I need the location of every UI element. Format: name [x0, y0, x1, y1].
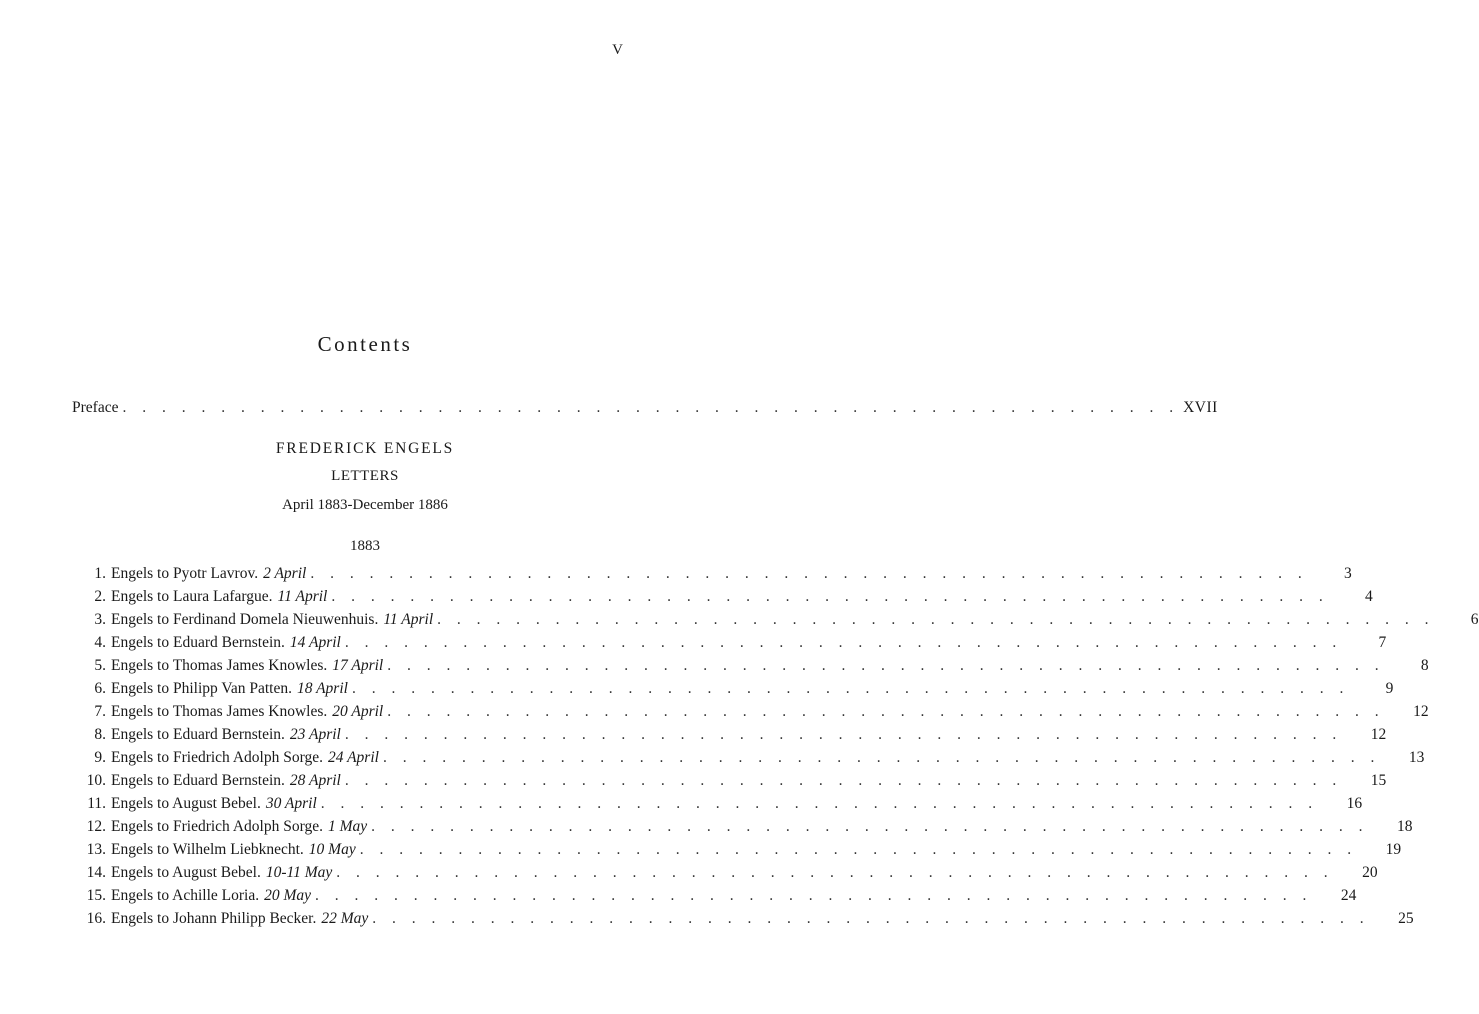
letter-entry[interactable] [70, 841, 1402, 864]
entry-date: 2 April [263, 565, 307, 582]
entry-date: 10 May [308, 841, 356, 858]
letter-entry[interactable] [70, 657, 1429, 680]
entry-date: 24 April [327, 749, 379, 766]
entry-page: 7 [1378, 634, 1387, 651]
entry-date: 17 April [332, 657, 384, 674]
entry-page: 8 [1420, 657, 1429, 674]
entry-date: 1 May [327, 818, 368, 835]
entry-title: Engels to Eduard Bernstein. [111, 726, 285, 743]
entry-date: 18 April [296, 680, 348, 697]
dot-leader: . . . . . . . . . . . . . . . . . . . . . . . . . . . . . . . . . . . . . . . . . . . . . . . . . . . [372, 910, 1370, 927]
entry-number: 1. [94, 565, 106, 582]
entry-title: Engels to August Bebel. [111, 795, 261, 812]
entry-page: 25 [1398, 910, 1414, 927]
entry-page: 12 [1413, 703, 1429, 720]
preface-entry[interactable] [72, 399, 1218, 417]
dot-leader: . . . . . . . . . . . . . . . . . . . . . . . . . . . . . . . . . . . . . . . . . . . . . . . . . . . [315, 887, 1313, 904]
entry-title: Engels to Ferdinand Domela Nieuwenhuis. [111, 611, 379, 628]
preface-label: Preface [72, 399, 119, 416]
dot-leader: . . . . . . . . . . . . . . . . . . . . . . . . . . . . . . . . . . . . . . . . . . . . . . . . . . . [344, 634, 1343, 651]
letter-entry[interactable] [70, 703, 1429, 726]
entry-title: Engels to Thomas James Knowles. [111, 703, 328, 720]
entry-number: 10. [86, 772, 106, 789]
entry-date: 11 April [277, 588, 328, 605]
entry-number: 13. [86, 841, 106, 858]
entry-number: 6. [94, 680, 106, 697]
entry-page: 18 [1397, 818, 1413, 835]
entry-title: Engels to Thomas James Knowles. [111, 657, 328, 674]
section-title: LETTERS [331, 468, 399, 484]
date-range: April 1883-December 1886 [282, 497, 448, 513]
entry-title: Engels to Wilhelm Liebknecht. [111, 841, 304, 858]
preface-page: XVII [1183, 399, 1218, 416]
year-heading: 1883 [350, 538, 380, 554]
dot-leader: . . . . . . . . . . . . . . . . . . . . . . . . . . . . . . . . . . . . . . . . . . . . . . . . . . . [344, 772, 1343, 789]
letter-entry[interactable] [70, 588, 1373, 611]
contents-title: Contents [317, 332, 413, 356]
dot-leader: . . . . . . . . . . . . . . . . . . . . . . . . . . . . . . . . . . . . . . . . . . . . . . . . . . . [387, 703, 1385, 720]
entry-number: 7. [94, 703, 106, 720]
dot-leader: . . . . . . . . . . . . . . . . . . . . . . . . . . . . . . . . . . . . . . . . . . . . . . . . . . . [359, 841, 1358, 858]
letter-entry[interactable] [70, 726, 1387, 749]
entry-number: 3. [94, 611, 106, 628]
entry-page: 20 [1362, 864, 1378, 881]
entry-date: 11 April [383, 611, 434, 628]
dot-leader: . . . . . . . . . . . . . . . . . . . . . . . . . . . . . . . . . . . . . . . . . . . . . . . . . . . [371, 818, 1369, 835]
entry-page: 3 [1343, 565, 1352, 582]
entry-number: 12. [86, 818, 106, 835]
entry-date: 20 May [264, 887, 311, 904]
entry-date: 14 April [289, 634, 341, 651]
entry-number: 11. [87, 795, 106, 812]
dot-leader: . . . . . . . . . . . . . . . . . . . . . . . . . . . . . . . . . . . . . . . . . . . . . . . . . . . [331, 588, 1329, 605]
letter-entry[interactable] [70, 795, 1363, 818]
author-heading: FREDERICK ENGELS [275, 440, 455, 457]
dot-leader: . . . . . . . . . . . . . . . . . . . . . . . . . . . . . . . . . . . . . . . . . . . . . . . . . . . [320, 795, 1319, 812]
entry-page: 12 [1370, 726, 1387, 743]
dot-leader: . . . . . . . . . . . . . . . . . . . . . . . . . . . . . . . . . . . . . . . . . . . . . . . . . . . . . . [122, 399, 1180, 416]
entry-page: 4 [1364, 588, 1373, 605]
entry-date: 20 April [332, 703, 384, 720]
entry-title: Engels to Friedrich Adolph Sorge. [111, 818, 323, 835]
entry-page: 9 [1385, 680, 1394, 697]
entry-page: 13 [1408, 749, 1425, 766]
dot-leader: . . . . . . . . . . . . . . . . . . . . . . . . . . . . . . . . . . . . . . . . . . . . . . . . . . . [336, 864, 1334, 881]
letter-entry[interactable] [70, 864, 1378, 887]
dot-leader: . . . . . . . . . . . . . . . . . . . . . . . . . . . . . . . . . . . . . . . . . . . . . . . . . . . [351, 680, 1350, 697]
dot-leader: . . . . . . . . . . . . . . . . . . . . . . . . . . . . . . . . . . . . . . . . . . . . . . . . . . . [387, 657, 1385, 674]
letter-entry[interactable] [70, 772, 1387, 795]
page-number: V [612, 42, 624, 58]
entry-title: Engels to Friedrich Adolph Sorge. [111, 749, 323, 766]
entry-title: Engels to Philipp Van Patten. [111, 680, 292, 697]
entry-title: Engels to Pyotr Lavrov. [111, 565, 259, 582]
entry-title: Engels to August Bebel. [111, 864, 261, 881]
entry-number: 16. [86, 910, 106, 927]
letter-entry[interactable] [70, 680, 1394, 703]
entry-title: Engels to Johann Philipp Becker. [111, 910, 317, 927]
entry-date: 30 April [265, 795, 317, 812]
entry-page: 24 [1340, 887, 1357, 904]
letters-list [70, 565, 1479, 933]
entry-date: 22 May [321, 910, 369, 927]
entry-title: Engels to Achille Loria. [111, 887, 260, 904]
entry-number: 4. [94, 634, 106, 651]
dot-leader: . . . . . . . . . . . . . . . . . . . . . . . . . . . . . . . . . . . . . . . . . . . . . . . . . . . [310, 565, 1308, 582]
entry-number: 9. [94, 749, 106, 766]
entry-title: Engels to Eduard Bernstein. [111, 634, 285, 651]
entry-title: Engels to Eduard Bernstein. [111, 772, 285, 789]
dot-leader: . . . . . . . . . . . . . . . . . . . . . . . . . . . . . . . . . . . . . . . . . . . . . . . . . . . [382, 749, 1381, 766]
entry-date: 23 April [289, 726, 341, 743]
entry-page: 19 [1385, 841, 1402, 858]
letter-entry[interactable] [70, 818, 1413, 841]
entry-number: 8. [94, 726, 106, 743]
letter-entry[interactable] [70, 634, 1387, 657]
entry-title: Engels to Laura Lafargue. [111, 588, 273, 605]
dot-leader: . . . . . . . . . . . . . . . . . . . . . . . . . . . . . . . . . . . . . . . . . . . . . . . . . . . [344, 726, 1343, 743]
letter-entry[interactable] [70, 749, 1425, 772]
dot-leader: . . . . . . . . . . . . . . . . . . . . . . . . . . . . . . . . . . . . . . . . . . . . . . . . . . . [437, 611, 1435, 628]
entry-number: 5. [94, 657, 106, 674]
letter-entry[interactable] [70, 887, 1357, 910]
entry-date: 10-11 May [265, 864, 333, 881]
entry-number: 14. [86, 864, 106, 881]
entry-page: 16 [1346, 795, 1363, 812]
entry-page: 6 [1470, 611, 1479, 628]
entry-number: 15. [86, 887, 106, 904]
letter-entry[interactable] [70, 611, 1479, 634]
entry-page: 15 [1370, 772, 1387, 789]
letter-entry[interactable] [70, 910, 1414, 933]
entry-number: 2. [94, 588, 106, 605]
letter-entry[interactable] [70, 565, 1352, 588]
entry-date: 28 April [289, 772, 341, 789]
